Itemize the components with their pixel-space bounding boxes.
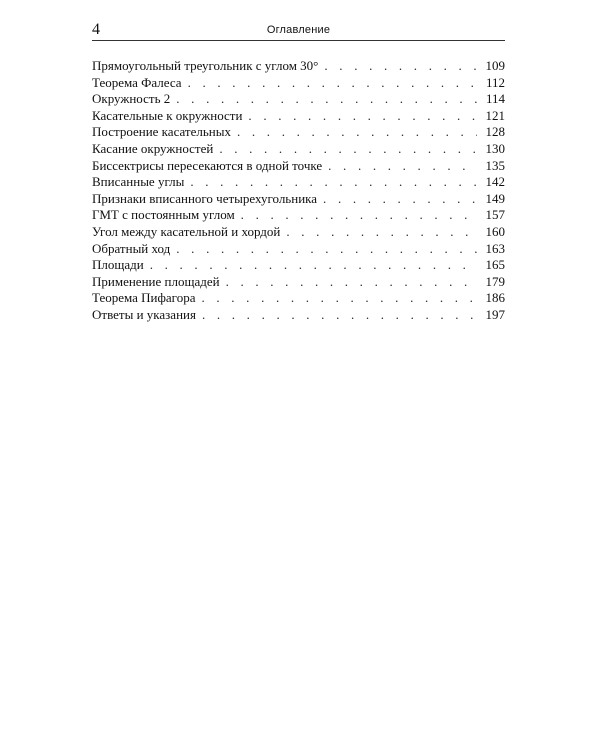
toc-entry[interactable] — [92, 257, 505, 274]
dot-leader — [201, 290, 477, 307]
toc-entry-title: Окружность 2 — [92, 91, 171, 107]
toc-entry-page: 163 — [485, 240, 505, 256]
toc-entry-page: 142 — [485, 174, 505, 190]
toc-entry-page: 109 — [485, 58, 505, 73]
dot-leader — [202, 307, 477, 324]
toc-entry-title: Касание окружностей — [92, 140, 214, 156]
toc-entry-title: Биссектрисы пересекаются в одной точке — [92, 157, 323, 173]
dot-leader — [190, 174, 477, 191]
toc-entry[interactable] — [92, 174, 505, 191]
toc-entry[interactable] — [92, 290, 505, 307]
toc-entry-title: Применение площадей — [92, 273, 220, 289]
toc-entry[interactable] — [92, 91, 505, 108]
toc-entry-page: 114 — [485, 91, 505, 107]
toc-entry[interactable] — [92, 274, 505, 291]
dot-leader — [324, 58, 477, 75]
toc-entry-page: 149 — [485, 190, 505, 206]
toc-entry-title: Площади — [92, 257, 144, 273]
page-number: 4 — [92, 21, 100, 38]
toc-entry-title: Ответы и указания — [92, 306, 196, 322]
toc-entry-title: Признаки вписанного четырехугольника — [92, 190, 318, 206]
toc-entry-page: 135 — [485, 157, 505, 173]
toc-entry-title: Прямоугольный треугольник с углом 30° — [92, 58, 319, 73]
toc-entry-page: 165 — [485, 257, 505, 273]
dot-leader — [219, 141, 477, 158]
dot-leader — [237, 124, 477, 141]
toc-entry-title: Вписанные углы — [92, 174, 185, 190]
dot-leader — [248, 108, 477, 125]
toc-entry[interactable] — [92, 58, 505, 75]
toc-entry-page: 121 — [485, 107, 505, 123]
toc-entry-page: 160 — [485, 223, 505, 239]
toc-entry-page: 186 — [485, 290, 505, 306]
dot-leader — [150, 257, 477, 274]
dot-leader — [176, 91, 477, 108]
toc-entry-page: 130 — [485, 140, 505, 156]
running-header — [92, 20, 505, 41]
dot-leader — [328, 158, 477, 175]
toc-entry[interactable] — [92, 124, 505, 141]
dot-leader — [286, 224, 477, 241]
toc-entry[interactable] — [92, 158, 505, 175]
toc-entry[interactable] — [92, 191, 505, 208]
toc-entry-title: Построение касательных — [92, 124, 231, 140]
toc-entry[interactable] — [92, 224, 505, 241]
toc-entry[interactable] — [92, 108, 505, 125]
toc-entry[interactable] — [92, 307, 505, 324]
dot-leader — [241, 207, 477, 224]
toc-entry-title: Касательные к окружности — [92, 107, 243, 123]
dot-leader — [176, 241, 477, 258]
toc-entry-title: Угол между касательной и хордой — [92, 223, 281, 239]
toc-entry-page: 179 — [485, 273, 505, 289]
toc-entry[interactable] — [92, 207, 505, 224]
toc-entry-page: 197 — [485, 306, 505, 322]
toc-entry-page: 112 — [485, 74, 505, 90]
toc-entry-title: Теорема Пифагора — [92, 290, 196, 306]
toc-entry[interactable] — [92, 141, 505, 158]
toc-entry-title: Обратный ход — [92, 240, 171, 256]
toc-entry-title: ГМТ с постоянным углом — [92, 207, 235, 223]
toc-entry[interactable] — [92, 75, 505, 92]
header-title: Оглавление — [266, 24, 331, 36]
table-of-contents — [92, 58, 505, 324]
dot-leader — [226, 274, 477, 291]
toc-entry-title: Теорема Фалеса — [92, 74, 182, 90]
dot-leader — [323, 191, 477, 208]
toc-entry[interactable] — [92, 241, 505, 258]
toc-entry-page: 157 — [485, 207, 505, 223]
dot-leader — [188, 75, 477, 92]
toc-entry-page: 128 — [485, 124, 505, 140]
